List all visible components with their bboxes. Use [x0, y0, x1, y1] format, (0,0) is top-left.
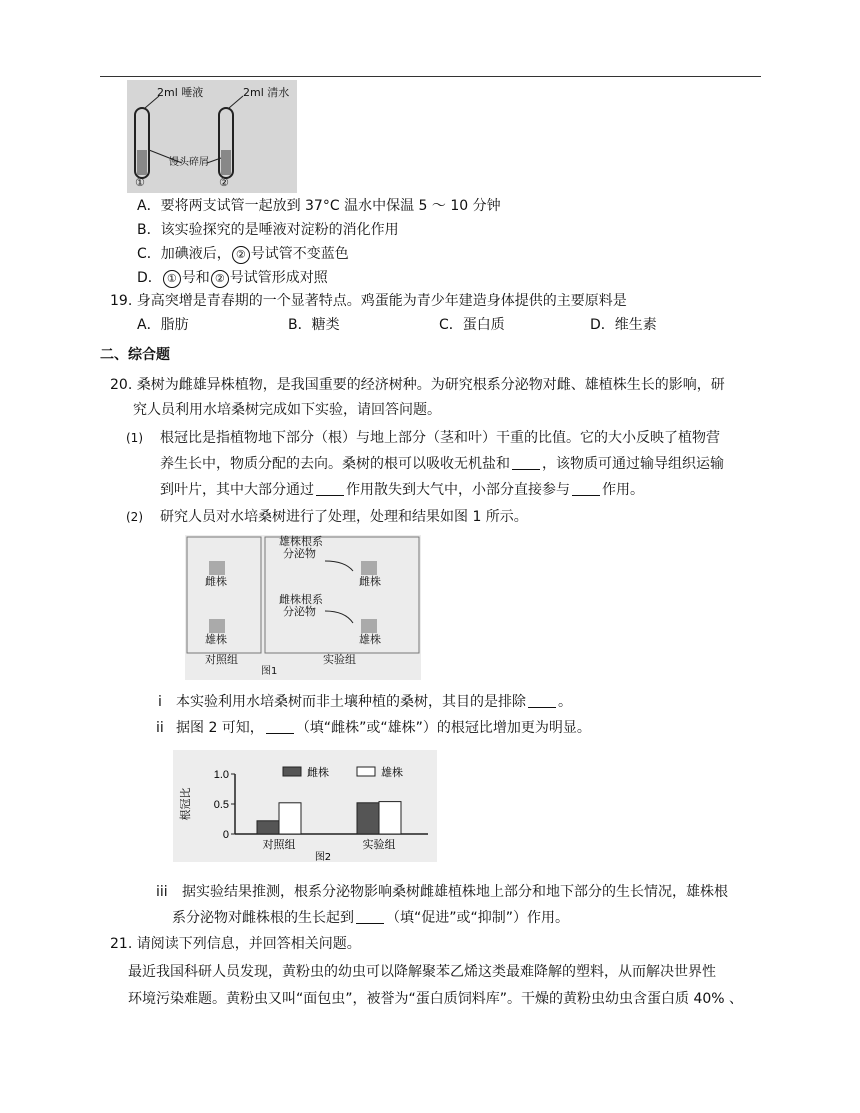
fig1-ctrl-female-plant-label: 雌株: [205, 575, 227, 588]
q20-part2-line1: 研究人员对水培桑树进行了处理，处理和结果如图 1 所示。: [160, 509, 528, 525]
y-axis-label: 根冠比: [179, 787, 192, 821]
answer-blank[interactable]: [316, 481, 344, 496]
bar: [379, 802, 401, 834]
fig1-male-secretion-label-1: 雄株根系: [279, 535, 323, 548]
tube-label-bread: 馒头碎屑: [169, 157, 209, 168]
x-category-label: 对照组: [262, 838, 296, 851]
tube-number-1: ①: [135, 176, 145, 189]
tube-number-2: ②: [219, 176, 229, 189]
legend-label: 雄株: [381, 766, 403, 779]
q20-part1-line3-text: 到叶片，其中大部分通过: [160, 482, 314, 498]
q19-option-b: B．糖类: [288, 317, 340, 333]
answer-blank[interactable]: [528, 693, 556, 708]
fig1-female-secretion-label-2: 分泌物: [283, 605, 316, 618]
answer-blank[interactable]: [266, 719, 294, 734]
chart-caption: 图2: [314, 852, 332, 862]
q20-part1-line3: [160, 480, 644, 500]
circled-number-1: ①: [163, 270, 181, 288]
q20-part1-line1: 根冠比是指植物地下部分（根）与地上部分（茎和叶）干重的比值。它的大小反映了植物营: [160, 430, 720, 446]
q20-part1-line3-tail: 作用。: [602, 482, 644, 498]
root-shoot-ratio-chart: [173, 750, 437, 862]
legend-swatch: [357, 767, 375, 776]
q20-sub-ii-number: ii: [156, 720, 164, 736]
fig1-exp-male-plant-label: 雄株: [359, 633, 381, 646]
q20-sub-i-number: i: [158, 694, 162, 710]
q18-option-d-tail: 号试管形成对照: [229, 270, 328, 286]
q20-sub-i-text: 本实验利用水培桑树而非土壤种植的桑树，其目的是排除: [176, 694, 526, 710]
q20-sub-iii-line2-tail: （填“促进”或“抑制”）作用。: [386, 910, 570, 926]
fig1-control-group-label: 对照组: [205, 653, 238, 666]
q19-stem: 19. 身高突增是青春期的一个显著特点。鸡蛋能为青少年建造身体提供的主要原料是: [110, 293, 627, 309]
test-tube-figure: [127, 80, 297, 193]
q18-option-a: A．要将两支试管一起放到 37°C 温水中保温 5 ～ 10 分钟: [137, 198, 501, 214]
header-rule: [100, 76, 761, 77]
fig1-caption: 图1: [261, 666, 278, 677]
fig1-ctrl-male-plant-label: 雄株: [205, 633, 227, 646]
q19-option-d: D．维生素: [590, 317, 657, 333]
q19-option-c: C．蛋白质: [439, 317, 505, 333]
q20-stem-line2: 究人员利用水培桑树完成如下实验，请回答问题。: [133, 402, 441, 418]
legend-swatch: [283, 767, 301, 776]
answer-blank[interactable]: [572, 481, 600, 496]
circled-number-2: ②: [232, 246, 250, 264]
q20-part1-number: (1): [126, 431, 143, 445]
bar: [357, 803, 379, 834]
q20-part1-line2-text: 养生长中，物质分配的去向。桑树的根可以吸收无机盐和: [160, 456, 510, 472]
bar: [257, 821, 279, 834]
q18-option-b: B．该实验探究的是唾液对淀粉的消化作用: [137, 222, 399, 238]
q20-stem-line1: 20. 桑树为雌雄异株植物，是我国重要的经济树种。为研究根系分泌物对雌、雄植株生长的影响，研: [110, 377, 725, 393]
section-title: 二、综合题: [100, 347, 170, 363]
answer-blank[interactable]: [356, 909, 384, 924]
fig1-male-secretion-label-2: 分泌物: [283, 547, 316, 560]
q20-part1-line2: [160, 454, 724, 474]
fig1-exp-female-plant-label: 雌株: [359, 575, 381, 588]
q20-sub-i-tail: 。: [558, 694, 572, 710]
legend-label: 雌株: [307, 766, 329, 779]
circled-number-2: ②: [211, 270, 229, 288]
bar: [279, 803, 301, 834]
y-tick-label: 1.0: [213, 769, 229, 781]
y-tick-label: 0.5: [213, 799, 229, 811]
q20-sub-ii-tail: （填“雌株”或“雄株”）的根冠比增加更为明显。: [295, 720, 591, 736]
q20-sub-ii: [176, 718, 591, 738]
q18-option-d: [137, 268, 328, 288]
q20-part2-number: (2): [126, 510, 143, 524]
q20-sub-iii-line2: [172, 908, 569, 928]
q18-option-c: [137, 244, 349, 264]
fig1-female-secretion-label-1: 雌株根系: [279, 593, 323, 606]
figure-2-chart: [173, 750, 437, 862]
fig1-experiment-group-label: 实验组: [323, 653, 356, 666]
q21-stem: 21. 请阅读下列信息，并回答相关问题。: [110, 936, 361, 952]
q21-paragraph-line1: 最近我国科研人员发现，黄粉虫的幼虫可以降解聚苯乙烯这类最难降解的塑料，从而解决世界性: [128, 964, 716, 980]
figure-1: [185, 535, 421, 680]
q20-sub-ii-text: 据图 2 可知，: [176, 720, 264, 736]
y-tick-label: 0: [222, 829, 229, 841]
q21-paragraph-line2: 环境污染难题。黄粉虫又叫“面包虫”，被誉为“蛋白质饲料库”。干燥的黄粉虫幼虫含蛋白质 40% 、: [128, 991, 744, 1007]
q18-option-d-mid: 号和: [181, 270, 210, 286]
q20-sub-iii-number: iii: [156, 884, 168, 900]
q18-option-d-text: D．: [137, 270, 162, 286]
q20-part1-line3-mid: 作用散失到大气中，小部分直接参与: [346, 482, 570, 498]
q20-sub-iii-line1: 据实验结果推测，根系分泌物影响桑树雌雄植株地上部分和地下部分的生长情况，雄株根: [182, 884, 728, 900]
answer-blank[interactable]: [512, 455, 540, 470]
tube-label-water: 2ml 清水: [243, 86, 290, 99]
q20-sub-iii-line2-text: 系分泌物对雌株根的生长起到: [172, 910, 354, 926]
q18-option-c-text: C．加碘液后，: [137, 246, 231, 262]
q20-part1-line2-tail: ，该物质可通过输导组织运输: [542, 456, 724, 472]
q18-option-c-tail: 号试管不变蓝色: [250, 246, 349, 262]
tube-label-saliva: 2ml 唾液: [157, 86, 204, 99]
q20-sub-i: [176, 692, 572, 712]
x-category-label: 实验组: [362, 838, 396, 851]
q19-option-a: A．脂肪: [137, 317, 189, 333]
